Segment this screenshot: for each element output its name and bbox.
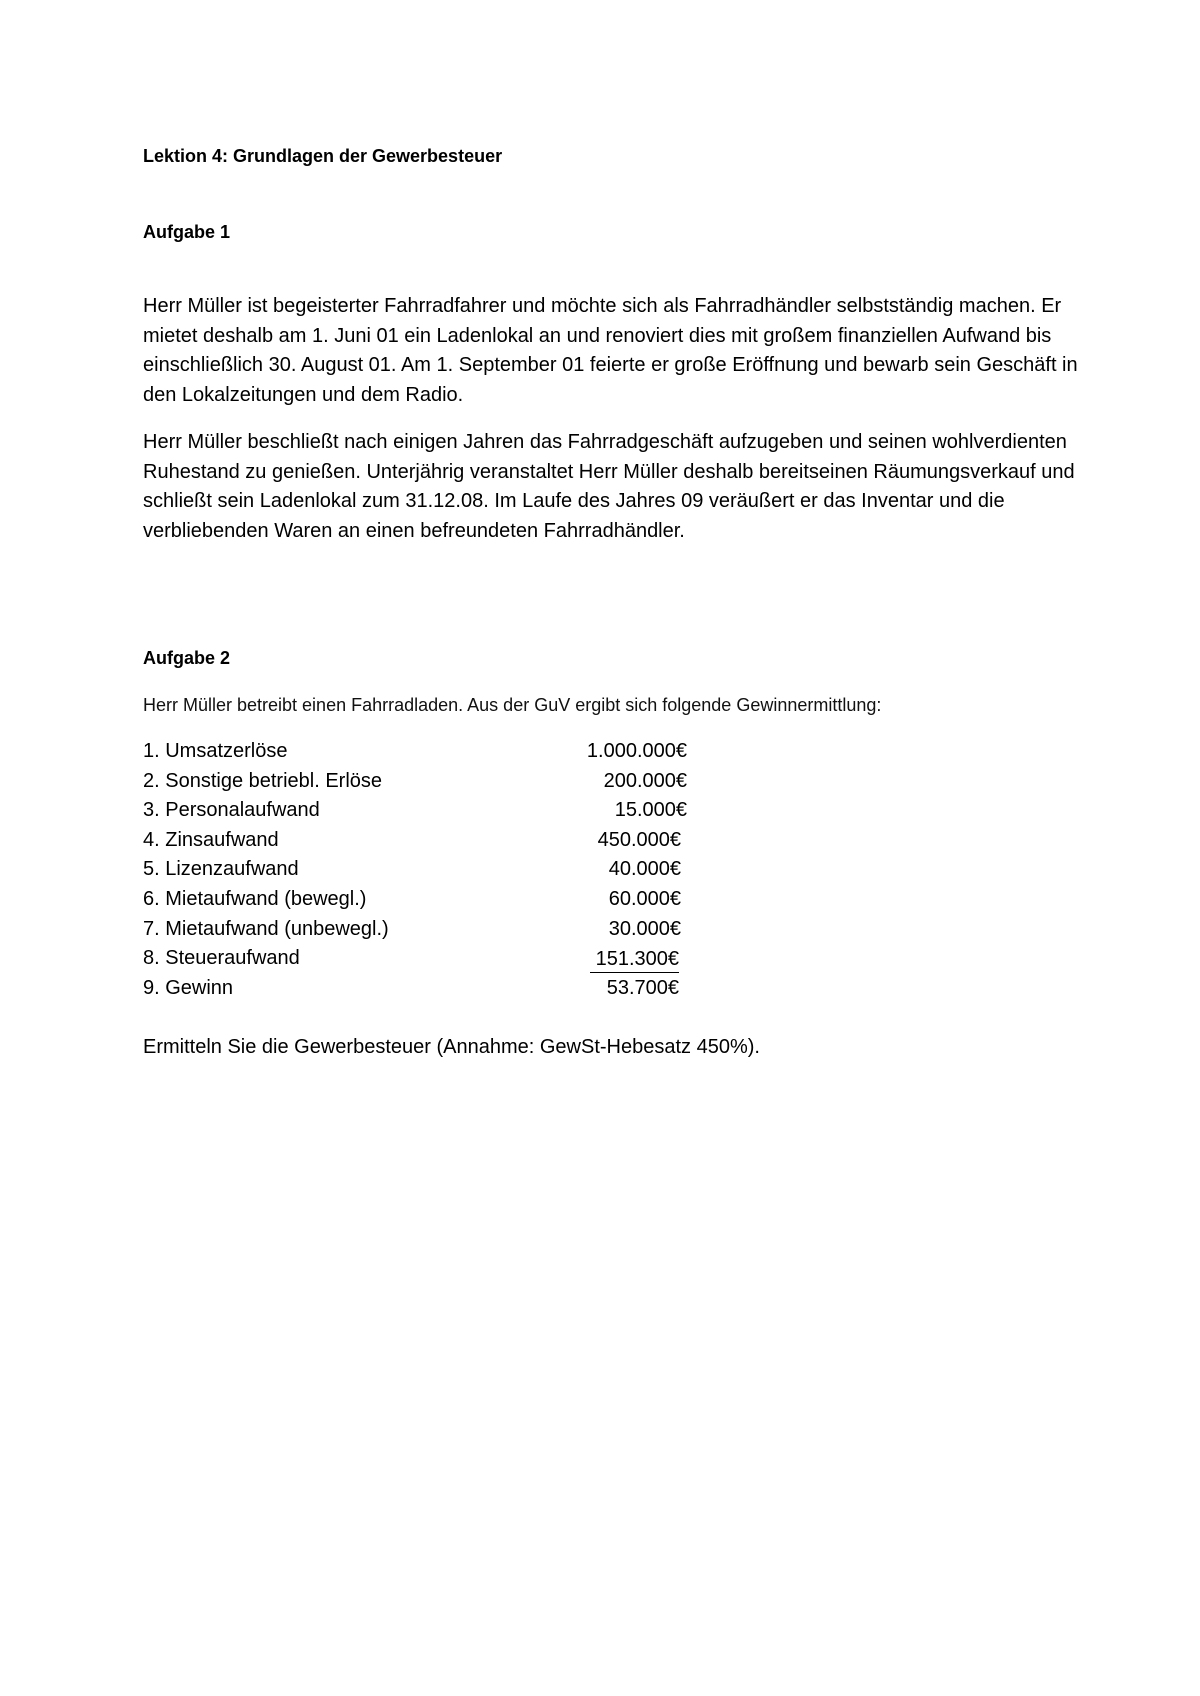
profit-calculation-list xyxy=(143,740,703,1006)
item-label: 2. Sonstige betriebl. Erlöse xyxy=(143,769,383,792)
task1-heading: Aufgabe 1 xyxy=(143,222,231,242)
item-label: 1. Umsatzerlöse xyxy=(143,740,288,762)
list-item xyxy=(143,947,703,977)
list-item xyxy=(143,829,703,859)
task1-paragraph-2: Herr Müller beschließt nach einigen Jahren das Fahrradgeschäft aufzugeben und seinen wohlverdienten Ruhestand zu genießen. Unterjährig veranstaltet Herr Müller deshalb bereitseinen Räumungsverkauf und schließt sein Ladenlokal zum 31.12.08. Im Laufe des Jahres 09 veräußert er das Inventar und die verbliebenden Waren an einen befreundeten Fahrradhändler. xyxy=(143,431,1075,542)
item-label: 9. Gewinn xyxy=(143,976,234,999)
item-value: 53.700€ xyxy=(606,976,679,999)
list-item xyxy=(143,770,703,800)
item-value: 40.000€ xyxy=(608,858,681,881)
item-value-underlined: 151.300€ xyxy=(590,947,679,973)
item-value: 200.000€ xyxy=(603,769,687,792)
item-label: 8. Steueraufwand xyxy=(143,947,300,970)
item-label: 7. Mietaufwand (unbewegl.) xyxy=(143,917,389,940)
list-item xyxy=(143,740,703,770)
list-item xyxy=(143,977,703,1007)
item-value: 30.000€ xyxy=(608,917,681,940)
item-label: 3. Personalaufwand xyxy=(143,799,320,822)
item-value: 15.000€ xyxy=(614,799,687,822)
task2-intro: Herr Müller betreibt einen Fahrradladen. Aus der GuV ergibt sich folgende Gewinnermittlung: xyxy=(143,695,882,715)
item-value: 60.000€ xyxy=(608,887,681,910)
list-item xyxy=(143,799,703,829)
item-label: 6. Mietaufwand (bewegl.) xyxy=(143,887,367,910)
item-value: 450.000€ xyxy=(597,828,681,851)
list-item xyxy=(143,858,703,888)
task2-question: Ermitteln Sie die Gewerbesteuer (Annahme: GewSt-Hebesatz 450%). xyxy=(143,1036,760,1058)
task2-heading: Aufgabe 2 xyxy=(143,648,231,668)
item-label: 4. Zinsaufwand xyxy=(143,828,279,851)
task1-paragraph-1: Herr Müller ist begeisterter Fahrradfahrer und möchte sich als Fahrradhändler selbstständig machen. Er mietet deshalb am 1. Juni 01 ein Ladenlokal an und renoviert dies mit großem finanziellen Aufwand bis einschließlich 30. August 01. Am 1. September 01 feierte er große Eröffnung und bewarb sein Geschäft in den Lokalzeitungen und dem Radio. xyxy=(143,295,1078,406)
list-item xyxy=(143,918,703,948)
list-item xyxy=(143,888,703,918)
lesson-title: Lektion 4: Grundlagen der Gewerbesteuer xyxy=(143,146,503,166)
item-label: 5. Lizenzaufwand xyxy=(143,858,299,881)
item-value: 1.000.000€ xyxy=(586,740,687,762)
